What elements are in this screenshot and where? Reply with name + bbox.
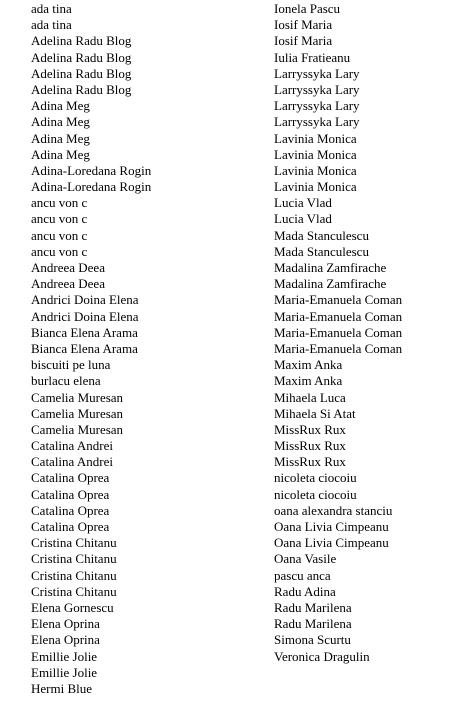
- name-entry: Adina-Loredana Rogin: [31, 179, 152, 195]
- name-entry: Mihaela Luca: [274, 389, 346, 405]
- name-entry: Lavinia Monica: [274, 146, 357, 162]
- name-entry: biscuiti pe luna: [31, 357, 111, 373]
- name-entry: Catalina Oprea: [31, 519, 110, 534]
- names-list-left: [31, 1, 261, 697]
- name-entry: pascu anca: [274, 567, 331, 583]
- name-entry: Elena Oprina: [31, 616, 100, 632]
- name-entry: Adelina Radu Blog: [31, 33, 132, 49]
- name-entry: Lavinia Monica: [274, 162, 357, 178]
- name-entry: Camelia Muresan: [31, 389, 124, 405]
- name-entry: Adina Meg: [31, 146, 90, 162]
- name-entry: Cristina Chitanu: [31, 567, 117, 583]
- name-entry: ancu von c: [31, 243, 88, 259]
- name-entry: burlacu elena: [31, 373, 101, 389]
- name-entry: Oana Vasile: [274, 551, 337, 567]
- name-entry: Cristina Chitanu: [31, 583, 117, 599]
- name-entry: Radu Marilena: [274, 616, 352, 632]
- name-entry: ancu von c: [31, 227, 88, 243]
- name-entry: Bianca Elena Arama: [31, 340, 138, 356]
- name-entry: Radu Adina: [274, 583, 336, 599]
- name-entry: Maria-Emanuela Coman: [274, 340, 403, 356]
- name-entry: Lucia Vlad: [274, 195, 332, 211]
- name-entry: Adina Meg: [31, 130, 90, 146]
- name-entry: Maria-Emanuela Coman: [274, 308, 403, 324]
- name-entry: Bianca Elena Arama: [31, 324, 138, 340]
- name-entry: Iulia Fratieanu: [274, 49, 351, 65]
- name-entry: Simona Scurtu: [274, 632, 351, 648]
- name-entry: ancu von c: [31, 195, 88, 211]
- name-entry: MissRux Rux: [274, 421, 346, 437]
- name-entry: Adelina Radu Blog: [31, 49, 132, 65]
- name-entry: Lavinia Monica: [274, 130, 357, 146]
- name-entry: Andrici Doina Elena: [31, 308, 139, 324]
- name-entry: nicoleta ciocoiu: [274, 486, 357, 502]
- name-entry: Andrici Doina Elena: [31, 292, 139, 308]
- name-entry: Adina Meg: [31, 98, 90, 114]
- name-entry: MissRux Rux: [274, 438, 346, 454]
- name-entry: Andreea Deea: [31, 260, 105, 275]
- name-entry: Madalina Zamfirache: [274, 276, 387, 292]
- name-entry: Cristina Chitanu: [31, 535, 117, 551]
- name-entry: Veronica Dragulin: [274, 648, 370, 664]
- name-entry: Catalina Oprea: [31, 502, 110, 518]
- name-entry: nicoleta ciocoiu: [274, 470, 357, 486]
- name-entry: Mada Stanculescu: [274, 243, 369, 259]
- name-entry: Maria-Emanuela Coman: [274, 324, 403, 340]
- name-entry: oana alexandra stanciu: [274, 502, 393, 518]
- name-entry: Ionela Pascu: [274, 1, 341, 16]
- name-entry: Larryssyka Lary: [274, 65, 360, 81]
- name-entry: Oana Livia Cimpeanu: [274, 535, 389, 551]
- name-entry: Lavinia Monica: [274, 179, 357, 195]
- name-entry: Radu Marilena: [274, 599, 352, 615]
- name-entry: Camelia Muresan: [31, 421, 124, 437]
- name-entry: Catalina Andrei: [31, 454, 113, 470]
- name-entry: Cristina Chitanu: [31, 551, 117, 567]
- name-entry: Mihaela Si Atat: [274, 405, 356, 421]
- name-entry: Adina Meg: [31, 114, 90, 130]
- name-entry: Larryssyka Lary: [274, 114, 360, 130]
- name-entry: Catalina Oprea: [31, 470, 110, 486]
- name-entry: Elena Oprina: [31, 632, 100, 648]
- name-entry: ada tina: [31, 1, 72, 16]
- name-entry: Maxim Anka: [274, 357, 343, 373]
- name-entry: Larryssyka Lary: [274, 81, 360, 97]
- name-entry: Catalina Andrei: [31, 438, 113, 454]
- name-entry: Emillie Jolie: [31, 648, 98, 664]
- name-entry: Elena Gornescu: [31, 599, 114, 615]
- name-entry: Andreea Deea: [31, 276, 105, 292]
- name-entry: Oana Livia Cimpeanu: [274, 519, 389, 534]
- name-entry: Larryssyka Lary: [274, 98, 360, 114]
- name-entry: Iosif Maria: [274, 33, 333, 49]
- name-entry: Lucia Vlad: [274, 211, 332, 227]
- name-entry: Mada Stanculescu: [274, 227, 369, 243]
- name-entry: Maxim Anka: [274, 373, 343, 389]
- name-entry: Adina-Loredana Rogin: [31, 162, 152, 178]
- name-entry: Madalina Zamfirache: [274, 260, 387, 275]
- name-entry: Camelia Muresan: [31, 405, 124, 421]
- name-entry: Maria-Emanuela Coman: [274, 292, 403, 308]
- name-entry: Iosif Maria: [274, 17, 333, 33]
- name-entry: MissRux Rux: [274, 454, 346, 470]
- name-entry: ancu von c: [31, 211, 88, 227]
- name-entry: Hermi Blue: [31, 680, 93, 696]
- name-entry: Adelina Radu Blog: [31, 81, 132, 97]
- name-entry: Adelina Radu Blog: [31, 65, 132, 81]
- names-list-right: [274, 1, 454, 665]
- name-entry: Emillie Jolie: [31, 664, 98, 680]
- name-entry: ada tina: [31, 17, 72, 33]
- name-entry: Catalina Oprea: [31, 486, 110, 502]
